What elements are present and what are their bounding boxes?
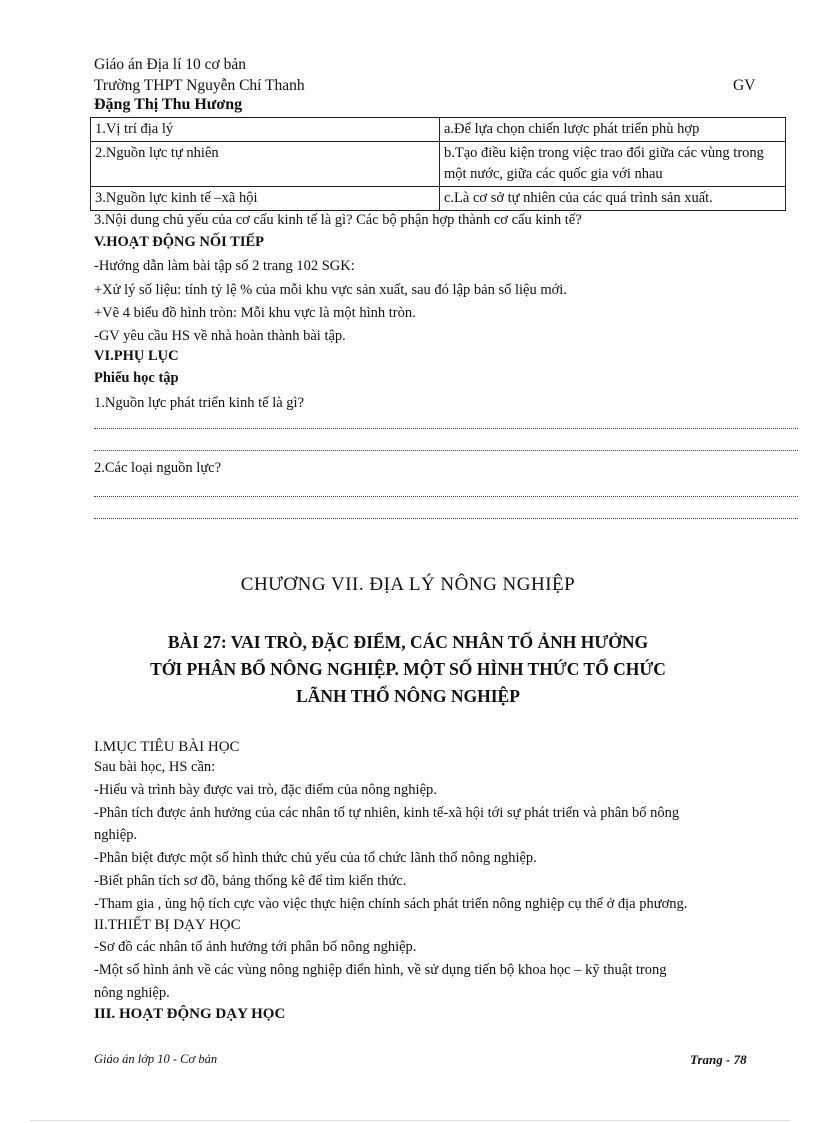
- answer-line: [94, 518, 798, 519]
- section-2-heading: II.THIẾT BỊ DẠY HỌC: [94, 917, 241, 933]
- section-2-line: -Sơ đồ các nhân tố ảnh hưởng tới phân bố nông nghiệp.: [94, 939, 417, 955]
- section-5-line: -GV yêu cầu HS về nhà hoàn thành bài tập.: [94, 328, 346, 344]
- table-row: [91, 118, 786, 142]
- section-5-heading: V.HOẠT ĐỘNG NỐI TIẾP: [94, 234, 265, 250]
- table-cell: b.Tạo điều kiện trong việc trao đổi giữa các vùng trong một nước, giữa các quốc gia với nhau: [440, 142, 786, 187]
- table-cell: a.Để lựa chọn chiến lược phát triển phù hợp: [440, 118, 786, 142]
- header-teacher: Đặng Thị Thu Hương: [94, 96, 243, 113]
- header-gv: GV: [733, 77, 756, 94]
- section-1-line: nghiệp.: [94, 827, 138, 843]
- section-1-line: -Biết phân tích sơ đồ, bảng thống kê để tìm kiến thức.: [94, 873, 407, 889]
- table-cell: 1.Vị trí địa lý: [91, 118, 440, 142]
- section-1-line: Sau bài học, HS cần:: [94, 759, 216, 775]
- table-cell: 2.Nguồn lực tự nhiên: [91, 142, 440, 187]
- table-row: [91, 187, 786, 211]
- footer-left: Giáo án lớp 10 - Cơ bản: [94, 1052, 218, 1066]
- table-cell: c.Là cơ sở tự nhiên của các quá trình sản xuất.: [440, 187, 786, 211]
- section-5-line: -Hướng dẫn làm bài tập số 2 trang 102 SGK:: [94, 258, 355, 274]
- section-6-heading: VI.PHỤ LỤC: [94, 348, 179, 364]
- worksheet-question-2: 2.Các loại nguồn lực?: [94, 460, 222, 476]
- table-row: [91, 142, 786, 187]
- answer-line: [94, 428, 798, 429]
- section-1-line: -Phân tích được ảnh hưởng của các nhân tố tự nhiên, kinh tế-xã hội tới sự phát triển và phân bố nông: [94, 805, 680, 821]
- section-1-line: -Tham gia , ủng hộ tích cực vào việc thực hiện chính sách phát triển nông nghiệp cụ thể ở địa phương.: [94, 896, 688, 912]
- section-2-line: -Một số hình ảnh về các vùng nông nghiệp điển hình, về sử dụng tiến bộ khoa học – kỹ thuật trong: [94, 962, 667, 978]
- section-5-line: +Vẽ 4 biểu đồ hình tròn: Mỗi khu vực là một hình tròn.: [94, 305, 416, 321]
- lesson-title-line: TỚI PHÂN BỐ NÔNG NGHIỆP. MỘT SỐ HÌNH THỨC TỔ CHỨC: [150, 659, 666, 679]
- matching-table: [90, 117, 786, 211]
- footer-page: Trang - 78: [690, 1052, 747, 1067]
- question-3: 3.Nội dung chủ yếu của cơ cấu kinh tế là gì? Các bộ phận hợp thành cơ cấu kinh tế?: [94, 212, 582, 228]
- answer-line: [94, 450, 798, 451]
- section-1-heading: I.MỤC TIÊU BÀI HỌC: [94, 739, 240, 755]
- chapter-title: CHƯƠNG VII. ĐỊA LÝ NÔNG NGHIỆP: [240, 574, 576, 595]
- table-cell: 3.Nguồn lực kinh tế –xã hội: [91, 187, 440, 211]
- answer-line: [94, 496, 798, 497]
- section-3-heading: III. HOẠT ĐỘNG DẠY HỌC: [94, 1006, 286, 1022]
- section-1-line: -Hiểu và trình bày được vai trò, đặc điểm của nông nghiệp.: [94, 782, 437, 798]
- worksheet-question-1: 1.Nguồn lực phát triển kinh tế là gì?: [94, 395, 305, 411]
- lesson-title-line: BÀI 27: VAI TRÒ, ĐẶC ĐIỂM, CÁC NHÂN TỐ ẢNH HƯỞNG: [167, 632, 649, 652]
- worksheet-title: Phiếu học tập: [94, 370, 179, 386]
- section-2-line: nông nghiệp.: [94, 985, 170, 1001]
- section-5-line: +Xử lý số liệu: tính tỷ lệ % của mỗi khu vực sản xuất, sau đó lập bản số liệu mới.: [94, 282, 567, 298]
- header-subject: Giáo án Địa lí 10 cơ bản: [94, 56, 246, 73]
- section-1-line: -Phân biệt được một số hình thức chủ yếu của tổ chức lãnh thổ nông nghiệp.: [94, 850, 537, 866]
- lesson-title-line: LÃNH THỔ NÔNG NGHIỆP: [296, 686, 520, 706]
- page-bottom-rule: [30, 1120, 790, 1121]
- header-school: Trường THPT Nguyễn Chí Thanh: [94, 77, 305, 94]
